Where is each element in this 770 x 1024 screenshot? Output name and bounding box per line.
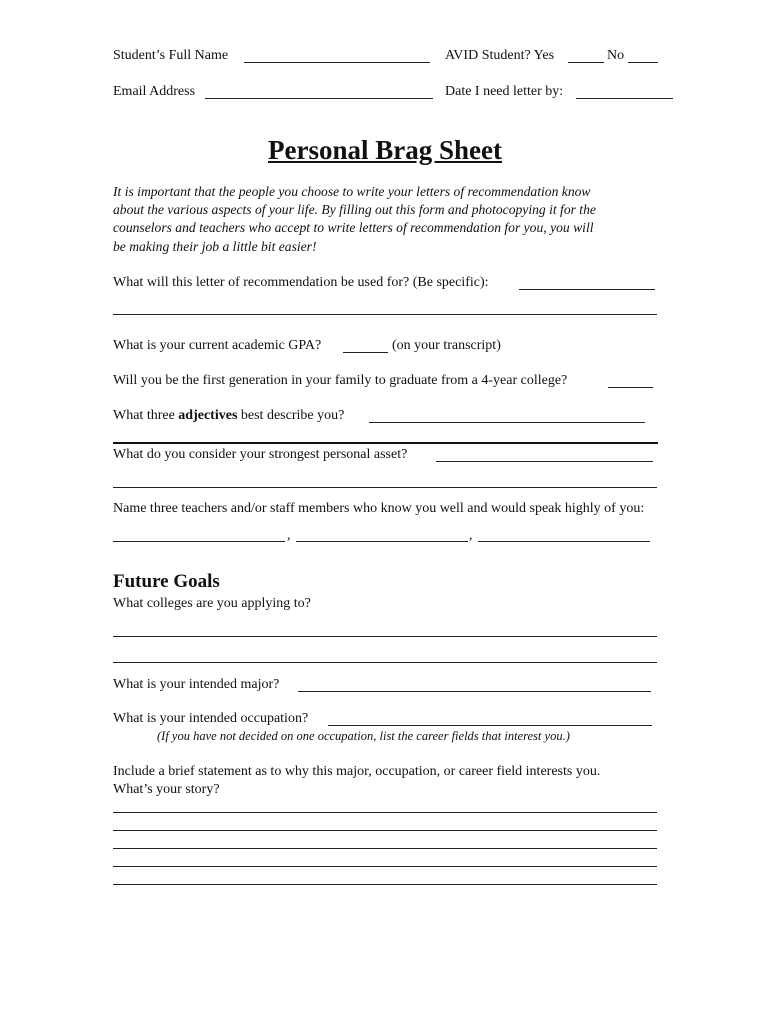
avid-yes-label: AVID Student? Yes	[445, 48, 555, 63]
email-label: Email Address	[113, 84, 196, 99]
teacher-1-field[interactable]	[113, 541, 285, 542]
avid-yes-field[interactable]	[568, 62, 604, 63]
adjectives-bold: adjectives	[178, 408, 238, 423]
statement-field-line[interactable]	[113, 884, 657, 885]
occupation-field[interactable]	[328, 725, 652, 726]
first-gen-field[interactable]	[608, 387, 653, 388]
comma: ,	[469, 528, 473, 543]
teacher-3-field[interactable]	[478, 541, 650, 542]
usage-question: What will this letter of recommendation be used for? (Be specific):	[113, 275, 489, 290]
teacher-2-field[interactable]	[296, 541, 468, 542]
occupation-question: What is your intended occupation?	[113, 711, 309, 726]
intro-line: counselors and teachers who accept to write letters of recommendation for you, you will	[113, 220, 594, 236]
gpa-suffix: (on your transcript)	[392, 338, 501, 353]
asset-field-line[interactable]	[113, 487, 657, 488]
adjectives-field[interactable]	[369, 422, 645, 423]
avid-no-field[interactable]	[628, 62, 658, 63]
section-divider	[113, 442, 658, 444]
colleges-field-line[interactable]	[113, 636, 657, 637]
major-field[interactable]	[298, 691, 651, 692]
statement-field-line[interactable]	[113, 812, 657, 813]
statement-field-line[interactable]	[113, 848, 657, 849]
first-gen-question: Will you be the first generation in your family to graduate from a 4-year college?	[113, 373, 568, 388]
student-name-label: Student’s Full Name	[113, 48, 229, 63]
email-field[interactable]	[205, 98, 433, 99]
future-goals-heading: Future Goals	[113, 571, 220, 592]
teachers-question: Name three teachers and/or staff members who know you well and would speak highly of you:	[113, 501, 645, 516]
gpa-field[interactable]	[343, 352, 388, 353]
statement-field-line[interactable]	[113, 830, 657, 831]
asset-field[interactable]	[436, 461, 653, 462]
adjectives-post: best describe you?	[240, 408, 345, 423]
intro-line: It is important that the people you choose to write your letters of recommendation know	[113, 184, 591, 199]
intro-line: about the various aspects of your life. By filling out this form and photocopying it for the	[113, 202, 596, 218]
adjectives-pre: What three	[113, 408, 175, 423]
colleges-question: What colleges are you applying to?	[113, 596, 311, 611]
avid-no-label: No	[607, 48, 625, 63]
date-needed-field[interactable]	[576, 98, 673, 99]
page-title: Personal Brag Sheet	[268, 135, 502, 165]
asset-question: What do you consider your strongest personal asset?	[113, 447, 408, 462]
intro-line: be making their job a little bit easier!	[113, 238, 317, 254]
statement-field-line[interactable]	[113, 866, 657, 867]
student-name-field[interactable]	[244, 62, 430, 63]
gpa-question: What is your current academic GPA?	[113, 338, 322, 353]
major-question: What is your intended major?	[113, 677, 280, 692]
usage-field[interactable]	[519, 289, 655, 290]
usage-field-line[interactable]	[113, 314, 657, 315]
adjectives-question	[113, 407, 344, 424]
statement-prompt-line-1: Include a brief statement as to why this major, occupation, or career field interests you.	[113, 764, 601, 779]
statement-prompt-line-2: What’s your story?	[113, 782, 220, 797]
colleges-field-line[interactable]	[113, 662, 657, 663]
intro-paragraph	[113, 183, 663, 256]
comma: ,	[287, 528, 291, 543]
occupation-note: (If you have not decided on one occupation, list the career fields that interest you.)	[157, 729, 570, 743]
date-needed-label: Date I need letter by:	[445, 84, 564, 99]
